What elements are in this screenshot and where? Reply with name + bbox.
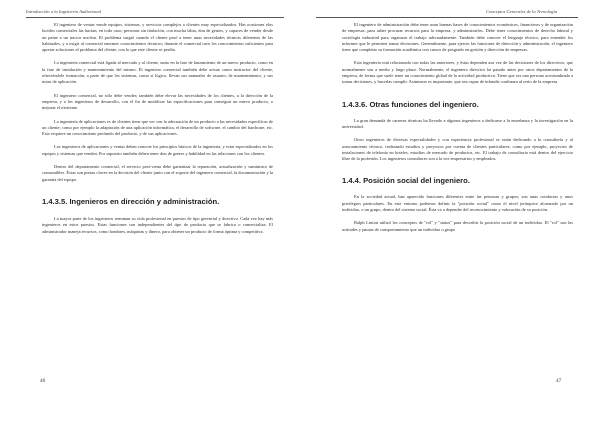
left-page-number: 46 xyxy=(40,378,46,384)
section-heading-1-4-3-6: 1.4.3.6. Otras funciones del ingeniero. xyxy=(342,99,479,109)
right-paragraph-6: Ralph Linton utilizó los conceptos de "rol" y "status" para describir la posición social de un individuo. El "rol" son las actitudes y pautas de comportamiento que un individuo o grupo xyxy=(342,220,573,232)
right-paragraph-2: Esta ingeniería está relacionada con todas las anteriores, y éstas dependen asu vez de las decisiones de los directivos, que normalmente son a medio y largo plazo. Normalmente, el ingeniero directivo ha pasado antes por otros departamentos de la empresa, de forma que suele tener un conocimiento global de la actividad productiva. Tiene que ser una persona acostumbrada a tomar decisiones, y hacerlas cumplir. Asimismo es importante, que sea capaz de infundir confianza al resto de la empresa. xyxy=(342,60,573,85)
right-page-number: 47 xyxy=(556,378,562,384)
left-column xyxy=(42,22,273,235)
section-heading-1-4-4: 1.4.4. Posición social del ingeniero. xyxy=(342,176,470,186)
right-paragraph-4: Otros ingenieros de diversas especialidades y con experiencia profesional se están dedicando a la consultoría y al asesoramiento técnico, realizando estudios y proyectos por cuenta de clientes particulares; como por ejemplo, proyectos de instalaciones de telefonía en hoteles, estudios de mercado de productos, etc. El trabajo de consultoría está dentro del ejercicio libre de la profesión. Los ingenieros consultores son a la vez empresarios y empleados. xyxy=(342,137,573,162)
right-column xyxy=(342,22,573,233)
right-header-rule xyxy=(316,17,578,18)
right-paragraph-1: El ingeniero de administración debe tener unas buenas bases de conocimientos económicos, financieros y de organización de empresas, para saber procurar recursos para la empresa, y administrarlos. Debe tener conocimientos de derecho laboral y sociología industrial para organizar el trabajo adecuadamente. También debe conocer el lenguaje técnico, para entender los informes que le permiten tomar decisiones. Generalmente, para ejercer las funciones de dirección y administración, el ingeniero tiene que completar su formación académica con cursos de posgrado en gestión y dirección de empresas. xyxy=(342,22,573,53)
left-paragraph-1: El ingeniero de ventas vende equipos, sistemas, y servicios complejos a clientes muy especializados. Has ocasiones elos lucidos comerciales las hacían, en todo caso; personas sin titulación, con mucha labia, don de gentes, y capaces de vender desde un paine a un tractor nuclear. El problema surgió cuando el cliente pasó a tener unas necesidades técnicas diferentes de las habituales, y a exigir al comercial enormes conocimientos técnicos; durante el comercial tuvo los conocimientos suficientes para aportar soluciones al problema del cliente, con lo que este cliente se perdía. xyxy=(42,22,273,53)
right-paragraph-3: La gran demanda de carreras técnicas ha llevado a algunos ingenieros a dedicarse a la enseñanza y la investigación en la universidad. xyxy=(342,117,573,129)
right-paragraph-5: En la sociedad actual, han aparecido funciones diferentes entre las personas y grupos; son unas conductas y unos privilegios particulares. En este entorno podemos definir la "posición social" como el nivel jerárquico alcanzado por un individuo, o un grupo, dentro del sistema social. Ésta va a depender del reconocimiento y valoración de su posición. xyxy=(342,194,573,213)
left-paragraph-5: Los ingenieros de aplicaciones y ventas deben conocer los principios básicos de la ingeniería, y estar especializados en los equipos y sistemas que venden. Por supuesto también deben tener don de gentes y habilidad en las relaciones con los clientes. xyxy=(42,144,273,156)
left-running-head: Introducción a la Ingeniería Audiovisual xyxy=(26,9,102,14)
left-paragraph-3: El ingeniero comercial, no sólo debe vender; también debe elevar las necesidades de los clientes, a la dirección de la empresa, y a los ingenieros de desarrollo, con el fin de modificar las especificaciones para conseguir un nuevo producto, o mejorar el existente. xyxy=(42,92,273,111)
right-page xyxy=(300,0,600,424)
left-paragraph-7: La mayor parte de los ingenieros terminan su vida profesional en puestos de tipo gerencial y directivo. Cada vez hay más ingenieros en estos puestos. Estas funciones son independientes del tipo de producto que se fabrica o comercializa. El administrador maneja recursos, como hombres, máquinas y dinero, para obtener un producto de forma óptima y competitiva. xyxy=(42,215,273,234)
left-paragraph-6: Dentro del departamento comercial, el servicio post-venta debe garantizar la reparación, actualización y suministro de consumibles. Éstas son piezas claves en la decisión del cliente junto con el soporte del ingeniero comercial, la documentación y la garantía del equipo. xyxy=(42,164,273,182)
right-running-head: Conceptos Generales de la Tecnología xyxy=(486,9,558,14)
left-header-rule xyxy=(26,17,284,18)
left-paragraph-4: La ingeniería de aplicaciones es de clientes tiene que ver con la adecuación de un producto a las necesidades específicas de un cliente; como por ejemplo la adaptación de una aplicación informática, el desarrollo de software, el cambio del hardware, etc. Esto requiere un conocimiento profundo del producto, y de sus aplicaciones. xyxy=(42,118,273,137)
section-heading-1-4-3-5: 1.4.3.5. Ingenieros en dirección y administración. xyxy=(42,196,220,206)
left-paragraph-2: La ingeniería comercial está ligada al mercado y al cliente, tanto en la fase de lanzamiento de un nuevo producto, como en la fase de instalación y mantenimiento del mismo. El ingeniero comercial también debe actuar como instructor del cliente, ofreciéndole formación, a parte de que los sistemas, como si lógico, llevan sus manuales de usuario, de mantenimiento, y sus notas de aplicación. xyxy=(42,60,273,85)
